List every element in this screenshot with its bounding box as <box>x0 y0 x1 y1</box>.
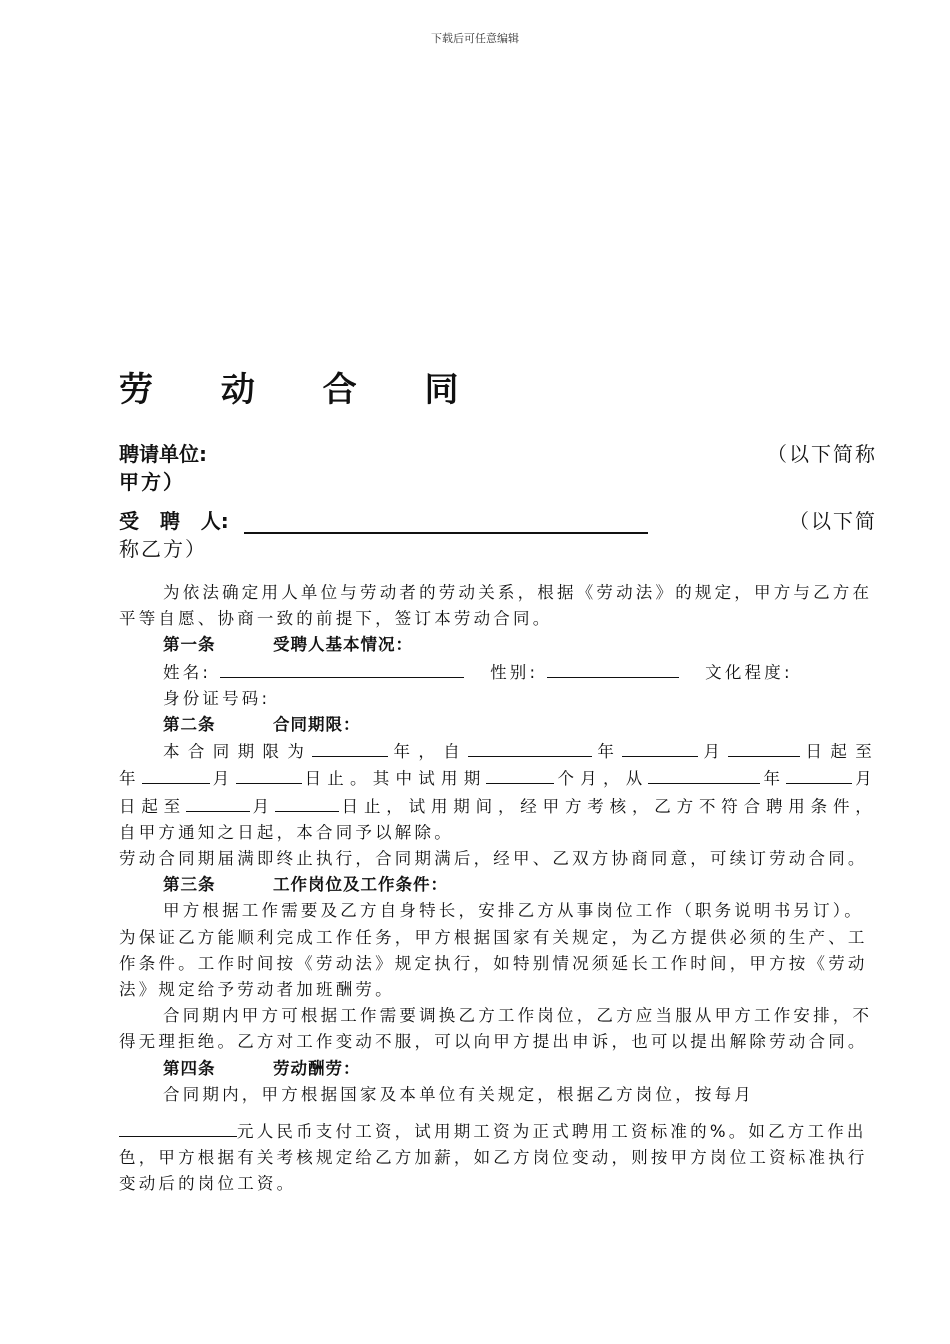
term-text: 月 <box>698 742 729 762</box>
download-note: 下载后可任意编辑 <box>431 32 519 45</box>
article-4-paragraph-1: 合同期内，甲方根据国家及本单位有关规定，根据乙方岗位，按每月 <box>163 1084 754 1104</box>
article-2-title: 合同期限： <box>273 715 361 735</box>
term-text: 月 <box>250 796 275 816</box>
party-b-name-blank[interactable] <box>244 510 648 534</box>
term-text: 月 <box>852 769 876 789</box>
article-1-fields <box>119 659 875 686</box>
party-a-suffix-cont: 甲方） <box>119 470 185 494</box>
term-text: 个月，从 <box>554 769 649 789</box>
probation-year-blank[interactable] <box>648 765 760 784</box>
party-a-label: 聘请单位: <box>119 442 207 466</box>
article-4-num: 第四条 <box>163 1058 216 1078</box>
salary-text-cont: %。如乙方工作出色，甲方根据有关考核规定给乙方加薪，如乙方岗位变动，则按甲方岗位工资标准执行变动后的岗位工资。 <box>119 1122 868 1194</box>
gender-blank[interactable] <box>547 659 679 678</box>
start-month-blank[interactable] <box>622 738 698 757</box>
start-year-blank[interactable] <box>468 738 592 757</box>
article-4-paragraph-2 <box>119 1118 875 1198</box>
article-3-paragraph-2: 合同期内甲方可根据工作需要调换乙方工作岗位，乙方应当服从甲方工作安排，不得无理拒绝。乙方对工作变动不服，可以向甲方提出申诉，也可以提出解除劳动合同。 <box>119 1006 873 1052</box>
term-text: 月 <box>209 769 236 789</box>
article-1-title: 受聘人基本情况： <box>273 635 413 655</box>
salary-text: 元人民币支付工资，试用期工资为正式聘用工资标准的 <box>237 1122 710 1142</box>
term-text: 日止，试用期间，经甲方考核，乙方不符合聘用条件， <box>338 796 875 816</box>
article-4-heading <box>119 1056 875 1082</box>
party-b-suffix: （以下简 <box>789 509 877 533</box>
term-text: 日起至 <box>800 742 876 762</box>
contract-body <box>119 580 875 1198</box>
term-years-blank[interactable] <box>312 738 388 757</box>
term-text: 年 <box>592 742 623 762</box>
party-a-block <box>119 438 877 495</box>
article-2-num: 第二条 <box>163 715 216 735</box>
term-line-2 <box>119 765 875 792</box>
probation-month-blank[interactable] <box>786 765 852 784</box>
party-b-label: 受 聘 人: <box>119 509 229 533</box>
end-day-blank[interactable] <box>236 765 302 784</box>
start-day-blank[interactable] <box>728 738 800 757</box>
gender-label: 性别: <box>490 662 539 682</box>
term-text: 年，自 <box>388 742 469 762</box>
article-1-num: 第一条 <box>163 635 216 655</box>
intro-paragraph: 为依法确定用人单位与劳动者的劳动关系，根据《劳动法》的规定，甲方与乙方在平等自愿、协商一致的前提下，签订本劳动合同。 <box>119 583 873 629</box>
id-number-label: 身份证号码: <box>163 688 271 708</box>
term-line-3 <box>119 793 875 820</box>
term-text: 本合同期限为 <box>163 742 313 762</box>
probation-end-month-blank[interactable] <box>186 793 250 812</box>
article-4-title: 劳动酬劳： <box>273 1058 361 1078</box>
end-month-blank[interactable] <box>142 765 210 784</box>
article-2-heading <box>119 712 875 738</box>
monthly-salary-blank[interactable] <box>119 1118 237 1137</box>
spacer <box>119 1108 875 1118</box>
article-1-heading <box>119 632 875 658</box>
term-line-4: 自甲方通知之日起，本合同予以解除。 <box>119 822 454 842</box>
party-b-block <box>119 505 877 562</box>
document-title: 劳 动 合 同 <box>119 370 487 410</box>
term-text: 日止。其中试用期 <box>301 769 487 789</box>
article-3-title: 工作岗位及工作条件： <box>273 875 448 895</box>
term-renewal: 劳动合同期届满即终止执行，合同期满后，经甲、乙双方协商同意，可续订劳动合同。 <box>119 849 868 869</box>
probation-end-day-blank[interactable] <box>275 793 339 812</box>
probation-months-blank[interactable] <box>486 765 554 784</box>
party-b-suffix-cont: 称乙方） <box>119 537 207 561</box>
term-text: 年 <box>760 769 787 789</box>
name-blank[interactable] <box>220 659 464 678</box>
name-label: 姓名: <box>163 662 212 682</box>
term-line-1 <box>119 738 875 765</box>
term-text: 年 <box>119 769 142 789</box>
party-a-suffix: （以下简称 <box>767 442 877 466</box>
article-3-paragraph-1: 甲方根据工作需要及乙方自身特长，安排乙方从事岗位工作（职务说明书另订）。为保证乙方能顺利完成工作任务，甲方根据国家有关规定，为乙方提供必须的生产、工作条件。工作时间按《劳动法》规定执行，如特别情况须延长工作时间，甲方按《劳动法》规定给予劳动者加班酬劳。 <box>119 901 868 1000</box>
article-3-num: 第三条 <box>163 875 216 895</box>
education-label: 文化程度: <box>705 662 793 682</box>
term-text: 日起至 <box>119 796 187 816</box>
article-3-heading <box>119 872 875 898</box>
